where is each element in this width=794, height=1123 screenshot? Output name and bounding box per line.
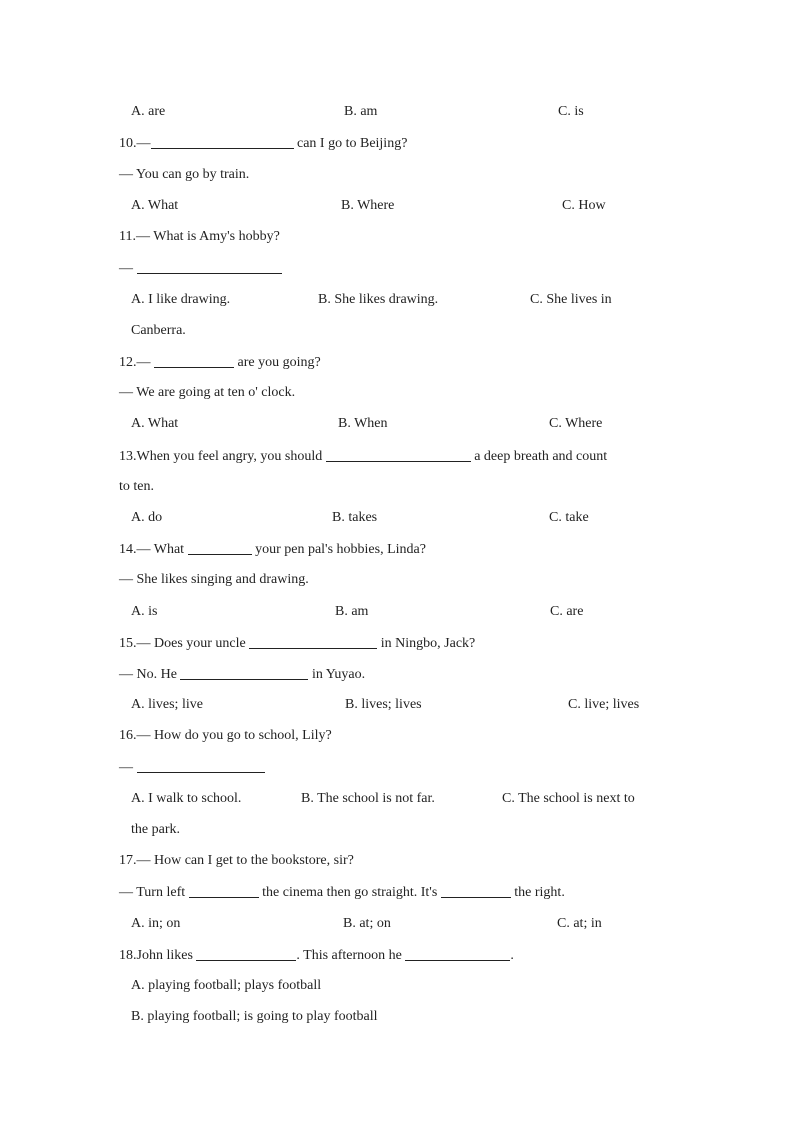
- q15-blank-1: [249, 634, 377, 649]
- q18-lead: 18.John likes: [119, 948, 197, 963]
- q13-option-a: A. do: [131, 510, 163, 525]
- q10-question: [119, 134, 407, 153]
- q10-option-c: C. How: [562, 198, 606, 213]
- q10-answer: — You can go by train.: [119, 167, 250, 182]
- q15-answer: [119, 665, 365, 684]
- q11-answer-lead: —: [119, 261, 137, 276]
- q16-option-a: A. I walk to school.: [131, 791, 242, 806]
- q16-question: 16.— How do you go to school, Lily?: [119, 728, 332, 743]
- q18-blank-1: [196, 946, 296, 961]
- q15-tail: in Ningbo, Jack?: [377, 636, 476, 651]
- q16-blank: [137, 758, 265, 773]
- q11-option-c: C. She lives in: [530, 292, 612, 307]
- q10-option-a: A. What: [131, 198, 179, 213]
- q12-option-b: B. When: [338, 416, 388, 431]
- q14-tail: your pen pal's hobbies, Linda?: [251, 542, 426, 557]
- q15-answer-lead: — No. He: [119, 667, 181, 682]
- q13-option-b: B. takes: [332, 510, 378, 525]
- q9-option-b: B. am: [344, 104, 378, 119]
- q15-option-c: C. live; lives: [568, 697, 640, 712]
- q17-blank-1: [189, 883, 259, 898]
- q10-blank: [151, 134, 294, 149]
- q18-option-b: B. playing football; is going to play football: [131, 1009, 378, 1024]
- q10-tail: can I go to Beijing?: [293, 136, 408, 151]
- q15-option-a: A. lives; live: [131, 697, 203, 712]
- q10-option-b: B. Where: [341, 198, 395, 213]
- q17-blank-2: [441, 883, 511, 898]
- q15-lead: 15.— Does your uncle: [119, 636, 250, 651]
- q13-tail: a deep breath and count: [470, 449, 608, 464]
- q16-answer: [119, 758, 265, 777]
- q11-question: 11.— What is Amy's hobby?: [119, 229, 280, 244]
- q16-option-c: C. The school is next to: [502, 791, 635, 806]
- q15-question: [119, 634, 475, 653]
- q14-option-b: B. am: [335, 604, 369, 619]
- q17-answer-mid: the cinema then go straight. It's: [258, 885, 441, 900]
- q12-blank: [154, 353, 234, 368]
- q13-blank: [326, 447, 471, 462]
- q16-option-b: B. The school is not far.: [301, 791, 435, 806]
- q13-question: [119, 447, 607, 466]
- q16-option-c-cont: the park.: [131, 822, 180, 837]
- q12-question: [119, 353, 321, 372]
- q17-option-a: A. in; on: [131, 916, 181, 931]
- q17-answer-tail: the right.: [510, 885, 565, 900]
- q15-answer-tail: in Yuyao.: [308, 667, 366, 682]
- q11-option-b: B. She likes drawing.: [318, 292, 439, 307]
- q14-option-a: A. is: [131, 604, 158, 619]
- q14-question: [119, 540, 426, 559]
- q15-option-b: B. lives; lives: [345, 697, 422, 712]
- q17-answer-lead: — Turn left: [119, 885, 189, 900]
- q14-option-c: C. are: [550, 604, 584, 619]
- q16-answer-lead: —: [119, 760, 137, 775]
- q13-question-cont: to ten.: [119, 479, 154, 494]
- q11-blank: [137, 259, 282, 274]
- q10-lead: 10.—: [119, 136, 151, 151]
- q18-mid: . This afternoon he: [296, 948, 406, 963]
- q17-answer: [119, 883, 565, 902]
- q18-question: [119, 946, 514, 965]
- q14-answer: — She likes singing and drawing.: [119, 572, 309, 587]
- q9-option-c: C. is: [558, 104, 584, 119]
- q18-tail: .: [510, 948, 514, 963]
- q13-lead: 13.When you feel angry, you should: [119, 449, 326, 464]
- q11-answer: [119, 259, 282, 278]
- q17-option-b: B. at; on: [343, 916, 391, 931]
- q12-tail: are you going?: [234, 355, 321, 370]
- q13-option-c: C. take: [549, 510, 589, 525]
- q18-option-a: A. playing football; plays football: [131, 978, 322, 993]
- q12-option-a: A. What: [131, 416, 179, 431]
- q12-answer: — We are going at ten o' clock.: [119, 385, 296, 400]
- q17-question: 17.— How can I get to the bookstore, sir?: [119, 853, 354, 868]
- q15-blank-2: [180, 665, 308, 680]
- q11-option-c-cont: Canberra.: [131, 323, 186, 338]
- q18-blank-2: [405, 946, 510, 961]
- q9-option-a: A. are: [131, 104, 166, 119]
- q12-lead: 12.—: [119, 355, 154, 370]
- q12-option-c: C. Where: [549, 416, 603, 431]
- q14-lead: 14.— What: [119, 542, 188, 557]
- q17-option-c: C. at; in: [557, 916, 602, 931]
- q14-blank: [188, 540, 252, 555]
- q11-option-a: A. I like drawing.: [131, 292, 231, 307]
